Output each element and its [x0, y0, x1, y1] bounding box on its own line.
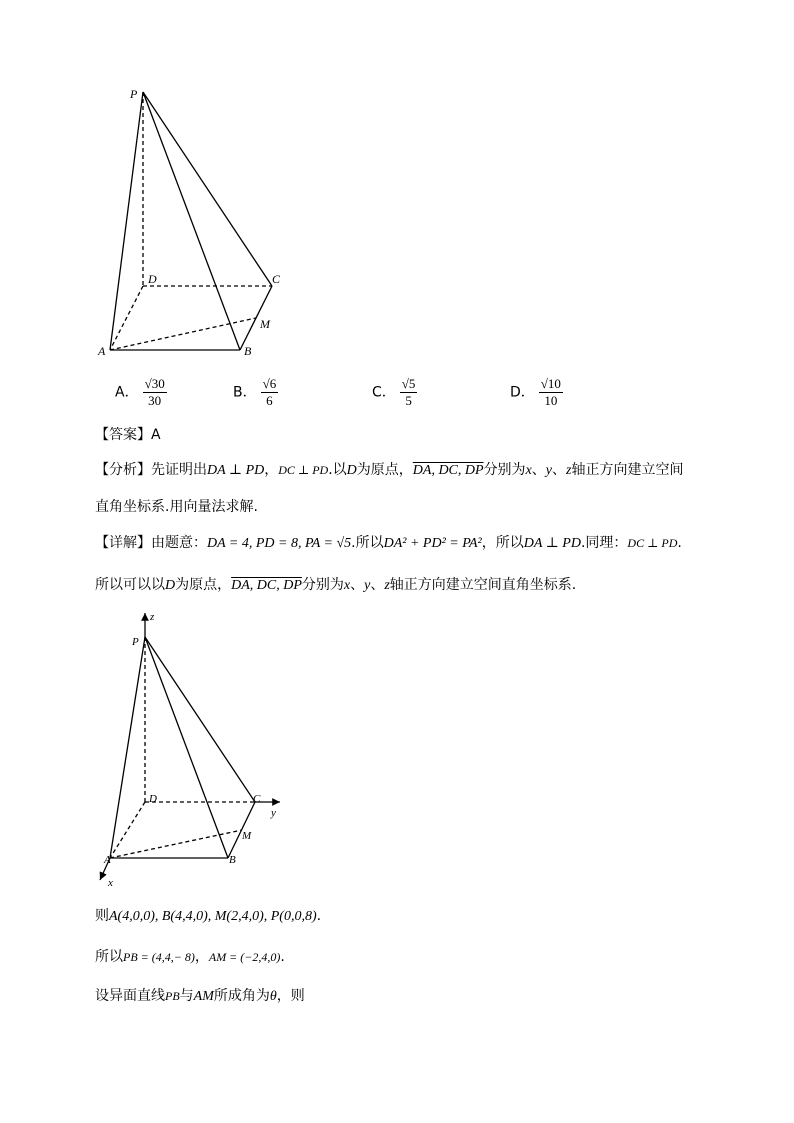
- label-C: C: [272, 272, 281, 286]
- label-A: A: [98, 344, 106, 358]
- label-D2: D: [149, 793, 157, 805]
- label-B2: B: [229, 854, 236, 866]
- answer-value: A: [151, 427, 161, 443]
- axis-label-z: z: [150, 611, 155, 623]
- label-D: D: [148, 272, 157, 286]
- label-M2: M: [242, 830, 252, 842]
- axis-label-x: x: [108, 877, 113, 889]
- label-P2: P: [132, 636, 139, 648]
- answer-tag: 【答案】: [95, 427, 151, 443]
- analysis-tag: 【分析】: [95, 462, 151, 478]
- detail-tag: 【详解】: [95, 535, 151, 551]
- pyramid-figure-2-axes: [90, 605, 300, 890]
- option-c: C． $\frac{√5}{5}$: [372, 376, 416, 408]
- vectors-line: 所以PB = (4,4,− 8)，AM = (−2,4,0).: [95, 949, 285, 965]
- label-M: M: [260, 317, 270, 331]
- analysis-line-2: 直角坐标系.用向量法求解.: [95, 499, 258, 515]
- option-a: A． $\frac{√30}{30}$: [115, 376, 165, 408]
- label-P: P: [130, 87, 138, 101]
- option-d: D． $\frac{√10}{10}$: [510, 376, 561, 408]
- detail-line-2: 所以可以以D为原点，DA, DC, DP分别为x、y、z轴正方向建立空间直角坐标系.: [95, 577, 577, 593]
- label-B: B: [244, 344, 252, 358]
- label-C2: C: [253, 793, 261, 805]
- coords-line: 则A(4,0,0), B(4,4,0), M(2,4,0), P(0,0,8).: [95, 908, 322, 924]
- detail-line-1: 【详解】由题意：DA = 4, PD = 8, PA = √5.所以DA² + PD² = PA²，所以DA ⊥ PD.同理：DC ⊥ PD.: [95, 535, 682, 551]
- answer-line: [95, 424, 161, 444]
- axis-label-y: y: [271, 807, 276, 819]
- pyramid-figure-1: [90, 80, 310, 370]
- option-b: B． $\frac{√6}{6}$: [233, 376, 277, 408]
- analysis-line-1: 【分析】先证明出DA ⊥ PD，DC ⊥ PD.以D为原点，DA, DC, DP分别为x、y、z轴正方向建立空间: [95, 462, 684, 478]
- label-A2: A: [104, 854, 111, 866]
- angle-line: 设异面直线PB与AM所成角为θ，则: [95, 988, 305, 1004]
